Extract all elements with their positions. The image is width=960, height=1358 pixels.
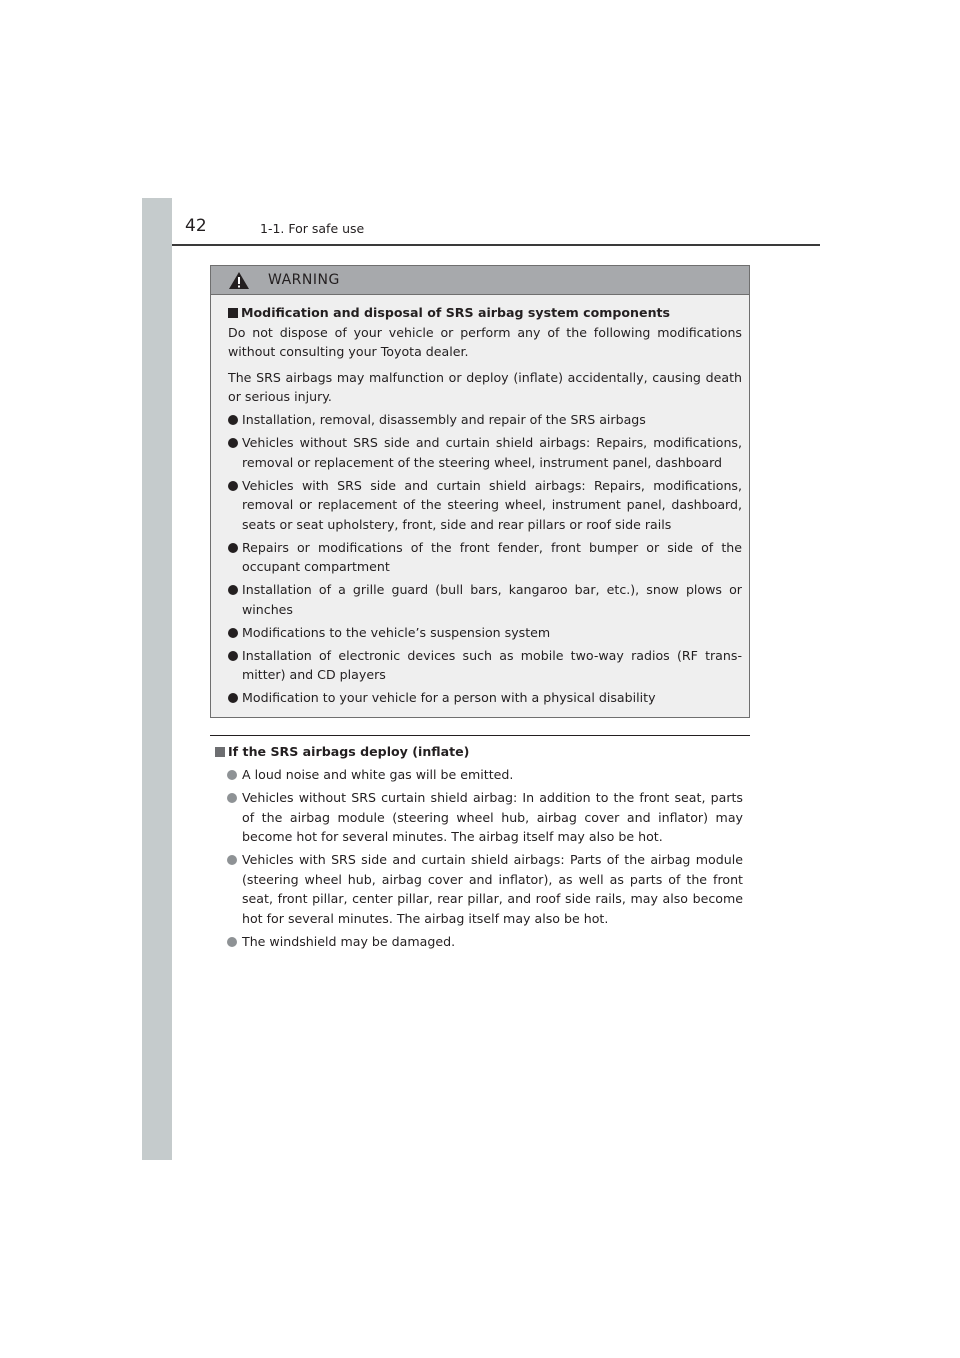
circle-bullet-icon bbox=[228, 628, 238, 638]
circle-bullet-icon bbox=[227, 937, 237, 947]
list-item bbox=[228, 688, 742, 708]
list-item-text: Installation of a grille guard (bull bars, kangaroo bar, etc.), snow plows or winches bbox=[242, 582, 742, 617]
section-divider bbox=[210, 735, 750, 736]
circle-bullet-icon bbox=[227, 855, 237, 865]
warning-triangle-icon bbox=[228, 271, 250, 290]
side-strip bbox=[142, 198, 172, 1160]
page-number: 42 bbox=[185, 216, 207, 236]
deploy-heading-text: If the SRS airbags deploy (inflate) bbox=[228, 744, 470, 759]
list-item bbox=[228, 623, 742, 643]
circle-bullet-icon bbox=[228, 543, 238, 553]
list-item bbox=[215, 850, 743, 928]
warning-body bbox=[211, 295, 749, 708]
circle-bullet-icon bbox=[228, 585, 238, 595]
circle-bullet-icon bbox=[228, 651, 238, 661]
warning-heading bbox=[228, 303, 742, 323]
list-item bbox=[215, 788, 743, 847]
circle-bullet-icon bbox=[228, 481, 238, 491]
circle-bullet-icon bbox=[227, 793, 237, 803]
warning-paragraph: The SRS airbags may malfunction or deploy (inflate) accidentally, causing death or serious injury. bbox=[228, 369, 742, 404]
square-bullet-icon bbox=[215, 747, 225, 757]
list-item-text: Repairs or modifications of the front fender, front bumper or side of the occupant compartment bbox=[242, 539, 742, 574]
list-item bbox=[228, 410, 742, 430]
list-item-text: Installation of electronic devices such as mobile two-way radios (RF trans-mitter) and CD players bbox=[242, 647, 742, 682]
list-item-text: Modification to your vehicle for a person with a physical disability bbox=[242, 690, 656, 705]
list-item bbox=[228, 433, 742, 472]
deploy-list bbox=[215, 765, 743, 951]
list-item-text: Vehicles without SRS curtain shield airbag: In addition to the front seat, parts of the airbag module (steering wheel hub, airbag cover and inflator) may become hot for several minutes. The airbag itself may also be hot. bbox=[242, 790, 743, 844]
list-item-text: Vehicles with SRS side and curtain shield airbags: Repairs, modifications, removal or replacement of the steering wheel, instrument panel, dashboard, seats or seat upholstery, front, side and rear pillars or roof side rails bbox=[242, 477, 742, 532]
warning-list bbox=[228, 410, 742, 708]
list-item-text: Vehicles with SRS side and curtain shield airbags: Parts of the airbag module (steering wheel hub, airbag cover and inflator), as well as parts of the front seat, front pillar, center pillar, rear pillar, and roof side rails, may also become hot for several minutes. The airbag itself may also be hot. bbox=[242, 852, 743, 926]
list-item bbox=[215, 932, 743, 952]
list-item bbox=[228, 646, 742, 685]
circle-bullet-icon bbox=[228, 693, 238, 703]
list-item-text: Vehicles without SRS side and curtain shield airbags: Repairs, modifications, removal or replacement of the steering wheel, instrument panel, dashboard bbox=[242, 435, 742, 470]
list-item bbox=[228, 538, 742, 577]
list-item-text: The windshield may be damaged. bbox=[242, 933, 456, 949]
list-item bbox=[215, 765, 743, 785]
warning-label: WARNING bbox=[268, 272, 340, 288]
deploy-section bbox=[215, 742, 743, 951]
warning-header bbox=[211, 266, 749, 295]
square-bullet-icon bbox=[228, 308, 238, 318]
circle-bullet-icon bbox=[228, 438, 238, 448]
list-item bbox=[228, 580, 742, 619]
deploy-heading bbox=[215, 742, 743, 762]
circle-bullet-icon bbox=[227, 770, 237, 780]
list-item bbox=[228, 476, 742, 535]
list-item-text: A loud noise and white gas will be emitted. bbox=[242, 767, 514, 782]
warning-paragraph: Do not dispose of your vehicle or perform any of the following modifications without consulting your Toyota dealer. bbox=[228, 324, 742, 359]
warning-box bbox=[210, 265, 750, 718]
circle-bullet-icon bbox=[228, 415, 238, 425]
section-title: 1-1. For safe use bbox=[260, 221, 365, 236]
page-header bbox=[172, 198, 820, 246]
list-item-text: Installation, removal, disassembly and repair of the SRS airbags bbox=[242, 412, 646, 427]
list-item-text: Modifications to the vehicle’s suspension system bbox=[242, 624, 551, 640]
warning-heading-text: Modification and disposal of SRS airbag system components bbox=[241, 305, 671, 320]
